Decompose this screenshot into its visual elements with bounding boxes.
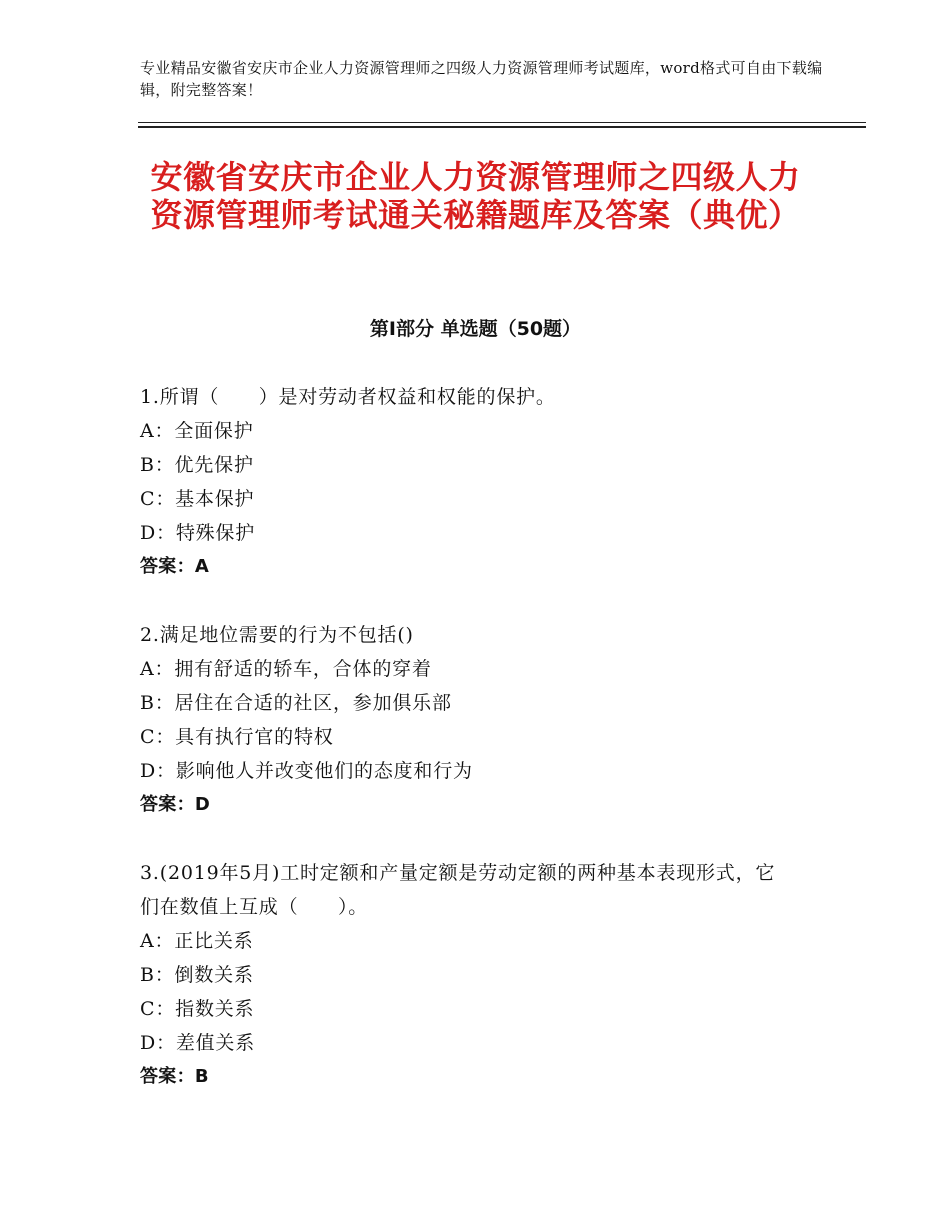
question-stem: 1.所谓（ ）是对劳动者权益和权能的保护。	[140, 386, 556, 408]
section-heading: 第Ⅰ部分 单选题（50题）	[369, 318, 582, 340]
option-c: C：基本保护	[140, 488, 255, 510]
option-a: A：全面保护	[140, 420, 254, 442]
document-title: 安徽省安庆市企业人力资源管理师之四级人力资源管理师考试通关秘籍题库及答案（典优）	[150, 158, 801, 234]
option-b: B：倒数关系	[140, 964, 254, 986]
question-3	[140, 856, 790, 1094]
option-d: D：影响他人并改变他们的态度和行为	[140, 760, 473, 782]
header-divider-thick	[138, 126, 866, 128]
option-a: A：正比关系	[140, 930, 254, 952]
option-c: C：具有执行官的特权	[140, 726, 334, 748]
header-note: 专业精品安徽省安庆市企业人力资源管理师之四级人力资源管理师考试题库，word格式可自由下载编辑，附完整答案！	[140, 59, 823, 99]
question-stem: 2.满足地位需要的行为不包括()	[140, 624, 414, 646]
question-stem: 3.(2019年5月)工时定额和产量定额是劳动定额的两种基本表现形式，它们在数值上互成（ ）。	[140, 862, 776, 918]
option-a: A：拥有舒适的轿车，合体的穿着	[140, 658, 432, 680]
header-divider-thin	[138, 122, 866, 123]
option-c: C：指数关系	[140, 998, 255, 1020]
question-1	[140, 380, 790, 584]
answer-text: 答案：B	[140, 1066, 209, 1087]
option-d: D：差值关系	[140, 1032, 256, 1054]
option-b: B：优先保护	[140, 454, 254, 476]
answer-text: 答案：D	[140, 794, 211, 815]
option-d: D：特殊保护	[140, 522, 256, 544]
answer-text: 答案：A	[140, 556, 210, 577]
question-2	[140, 618, 790, 822]
option-b: B：居住在合适的社区，参加俱乐部	[140, 692, 452, 714]
